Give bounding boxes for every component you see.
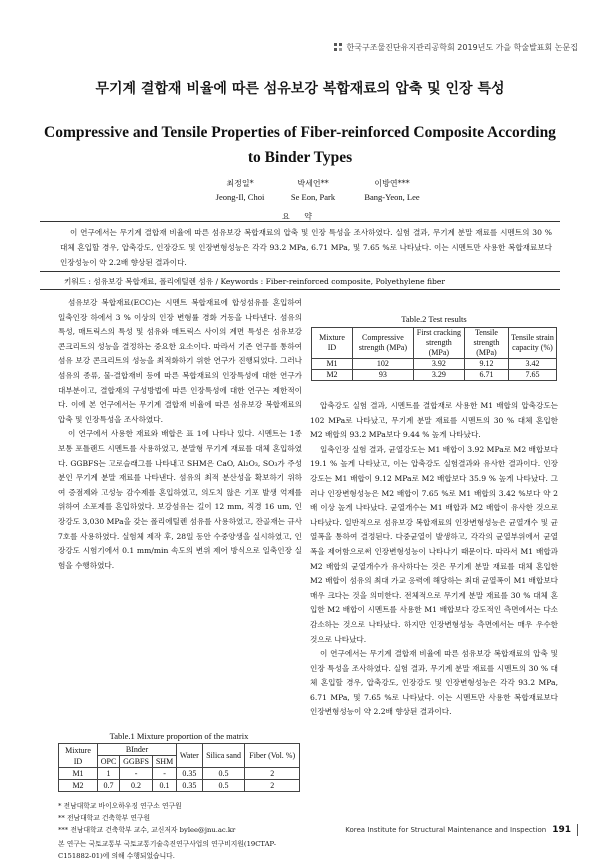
body-paragraph: 섬유보강 복합재료(ECC)는 시멘트 복합재료에 합성섬유를 혼입하여 일축인장 하에서 3 % 이상의 인장 변형률 경화 거동을 나타낸다. 섬유의 특성, 매트릭스의 특성 및 섬유와 매트릭스 사이의 계면 특성은 섬유보강 콘크리트의 성능을 결정하는 중요한 요소이다. 따라서 기존 연구를 통하여 섬유 보강 콘크리트의 성능을 최적화하기 위한 연구가 진행되었다. 그러나 섬유의 종류, 물-결합재비 등에 따른 복합재료의 인장특성에 대한 연구가 대부분이고, 결합재의 구성방법에 따른 인장특성에 대한 연구는 제한적이다. 이에 본 연구에서는 무기계 결합재 비율에 따른 섬유보강 복합재료의 압축 및 인장특성을 조사하였다. — [58, 298, 302, 424]
table-header-cell: Tensile strength (MPa) — [464, 328, 508, 359]
table-cell: M2 — [59, 780, 98, 792]
author-3 — [337, 178, 447, 202]
author-3-ko: 이방연*** — [374, 179, 410, 188]
table-header-cell: BInder — [98, 744, 177, 756]
table-header-cell: Mixture ID — [59, 744, 98, 768]
body-paragraph: 이 연구에서 사용한 재료와 배합은 표 1에 나타나 있다. 시멘트는 1종 보통 포틀랜드 시멘트를 사용하였고, 분말형 무기계 재료를 대체 혼입하였다. GGBFS는 고로슬래그를 나타내고 SHM은 CaO, Al₂O₃, SO₃가 주성분인 무기계 분말 재료를 나타낸다. 섬유의 최적 분산성을 확보하기 위하여 증점제와 고성능 감수제를 혼입하였고, 의도치 않은 기포 발생 억제를 위하여 소포제를 혼입하였다. 보강섬유는 길이 12 mm, 직경 16 um, 인장강도 3,030 MPa을 갖는 폴리에틸렌 섬유를 사용하였고, 잔골재는 규사 7호를 사용하였다. 실험체 제작 후, 28일 동안 수중양생을 실시하였고, 인장강도 시험기에서 0.1 mm/min 속도의 변위 제어 방식으로 일축인장 실험을 수행하였다. — [58, 429, 302, 570]
left-column — [58, 296, 302, 573]
table-header-row — [59, 744, 300, 756]
table-cell: 0.1 — [153, 780, 177, 792]
english-title: Compressive and Tensile Properties of Fiber-reinforced Composite According to Binder Types — [44, 124, 556, 166]
table-header-cell: Water — [177, 744, 203, 768]
table-cell: - — [153, 768, 177, 780]
footnote: * 전남대학교 바이오하우징 연구소 연구원 — [58, 802, 182, 810]
header-text: 한국구조물진단유지관리공학회 2019년도 가을 학술발표회 논문집 — [346, 43, 578, 52]
table1-caption: Table.1 Mixture proportion of the matrix — [109, 731, 249, 741]
table-cell: M1 — [312, 359, 353, 370]
table-row — [312, 370, 557, 381]
table-header-cell: Mixture ID — [312, 328, 353, 359]
author-1-ko: 최정일* — [226, 179, 254, 188]
table-header-cell: Tensile strain capacity (%) — [508, 328, 556, 359]
table-cell: M2 — [312, 370, 353, 381]
keywords: 키워드 : 섬유보강 복합재료, 폴리에틸렌 섬유 / Keywords : Fiber-reinforced composite, Polyethylene fiber — [64, 277, 446, 286]
table-cell: - — [120, 768, 153, 780]
table-cell: 102 — [353, 359, 414, 370]
table-header-cell: Compressive strength (MPa) — [353, 328, 414, 359]
table-cell: 0.5 — [202, 780, 245, 792]
table-header-cell: OPC — [98, 756, 120, 768]
author-2-en: Se Eon, Park — [290, 192, 336, 202]
author-2-ko: 박세언** — [297, 179, 329, 188]
table-cell: 3.92 — [413, 359, 464, 370]
footnote: *** 전남대학교 건축학부 교수, 교신저자 bylee@jnu.ac.kr — [58, 826, 236, 834]
author-3-en: Bang-Yeon, Lee — [364, 192, 420, 202]
table-cell: M1 — [59, 768, 98, 780]
page-number: 191 — [552, 825, 571, 835]
author-1-en: Jeong-Il, Choi — [215, 192, 265, 202]
footer-divider — [577, 824, 578, 836]
page-footer — [345, 824, 578, 836]
body-paragraph: 일축인장 실험 결과, 균열강도는 M1 배합이 3.92 MPa로 M2 배합보다 19.1 % 높게 나타났고, 이는 압축강도 실험결과와 유사한 결과이다. 인장강도는 M1 배합이 9.12 MPa로 M2 배합보다 35.9 % 높게 나타났다. 그러나 인장변형성능은 M2 배합이 7.65 %로 M1 배합의 3.42 %보다 약 2배 이상 높게 나타났다. 균열개수는 M1 배합과 M2 배합이 유사한 것으로 나타났다. 일반적으로 섬유보강 복합재료의 인장변형성능은 균열개수 및 균열폭을 통하여 결정된다. 다중균열이 발생하고, 각각의 균열부위에서 균열폭을 제어함으로써 인장변형성능이 나타나기 때문이다. 따라서 M1 배합과 M2 배합의 균열개수가 유사하다는 것은 무기계 분말 재료를 대체 혼입한 M2 배합이 섬유의 최대 가교 응력에 해당하는 최대 균열폭이 M1 배합보다 매우 크다는 것을 의미한다. 전체적으로 무기계 분말 재료를 30 % 대체 혼입한 M2 배합이 시멘트를 사용한 M1 배합보다 강도적인 측면에서는 다소 감소하는 것으로 나타났다. 하지만 인장변형성능 측면에서는 매우 우수한 것으로 나타났다. — [310, 444, 558, 644]
footnotes — [58, 800, 302, 862]
table-row — [59, 768, 300, 780]
abstract-body: 이 연구에서는 무기계 결합재 비율에 따른 섬유보강 복합재료의 압축 및 인장 특성을 조사하였다. 실험 결과, 무기계 분말 재료를 시멘트의 30 % 대체 혼입할 경우, 압축강도, 인장강도 및 인장변형성능은 각각 93.2 MPa, 6.71 MPa, 및 7.65 %로 나타났다. 이는 시멘트만 사용한 복합재료보다 인장성능이 약 2.2배 향상된 결과이다. — [60, 228, 552, 267]
table-cell: 0.35 — [177, 780, 203, 792]
table-row — [59, 780, 300, 792]
right-column — [310, 399, 558, 720]
journal-logo-icon — [334, 43, 343, 52]
body-paragraph: 이 연구에서는 무기계 결합재 비율에 따른 섬유보강 복합재료의 압축 및 인장 특성을 조사하였다. 실험 결과, 무기계 분말 재료를 시멘트의 30 % 대체 혼입할 경우, 압축강도, 인장강도 및 인장변형성능은 각각 93.2 MPa, 6.71 MPa, 및 7.65 %로 나타났다. 이는 시멘트만 사용한 복합재료보다 인장변형성능이 약 2.2배 향상된 결과이다. — [310, 649, 558, 717]
table-cell: 0.7 — [98, 780, 120, 792]
table2-test-results — [311, 327, 557, 381]
table-cell: 0.35 — [177, 768, 203, 780]
table-header-cell: Fiber (Vol. %) — [245, 744, 300, 768]
footnote: ** 전남대학교 건축학부 연구원 — [58, 814, 151, 822]
table-cell: 3.42 — [508, 359, 556, 370]
table-header-cell: GGBFS — [120, 756, 153, 768]
abstract-top-rule — [40, 221, 560, 222]
table-cell: 7.65 — [508, 370, 556, 381]
acknowledgement: 본 연구는 국토교통부 국토교통기술촉진연구사업의 연구비지원(19CTAP-C151882-01)에 의해 수행되었습니다. — [58, 840, 276, 860]
table-cell: 1 — [98, 768, 120, 780]
table-cell: 6.71 — [464, 370, 508, 381]
table-cell: 2 — [245, 780, 300, 792]
table-header-cell: First cracking strength (MPa) — [413, 328, 464, 359]
table-cell: 2 — [245, 768, 300, 780]
running-header — [334, 42, 578, 53]
footer-text: Korea Institute for Structural Maintenance and Inspection — [345, 826, 547, 834]
table-cell: 93 — [353, 370, 414, 381]
table1-mixture-proportion — [58, 743, 300, 792]
table-cell: 9.12 — [464, 359, 508, 370]
table-header-row — [312, 328, 557, 359]
table-cell: 0.5 — [202, 768, 245, 780]
table-header-cell: Silica sand — [202, 744, 245, 768]
table-row — [312, 359, 557, 370]
table2-caption: Table.2 Test results — [401, 314, 467, 324]
body-paragraph: 압축강도 실험 결과, 시멘트를 결합재로 사용한 M1 배합의 압축강도는 102 MPa로 나타났고, 무기계 분말 재료를 시멘트의 30 % 대체 혼입한 M2 배합의 93.2 MPa보다 9.44 % 높게 나타났다. — [310, 401, 558, 440]
table-cell: 3.29 — [413, 370, 464, 381]
keywords-rule — [40, 289, 560, 290]
table-header-cell: SHM — [153, 756, 177, 768]
table-cell: 0.2 — [120, 780, 153, 792]
abstract-bottom-rule — [40, 271, 560, 272]
korean-title: 무기계 결합재 비율에 따른 섬유보강 복합재료의 압축 및 인장 특성 — [95, 81, 505, 97]
abstract-title: 요 약 — [282, 212, 318, 221]
